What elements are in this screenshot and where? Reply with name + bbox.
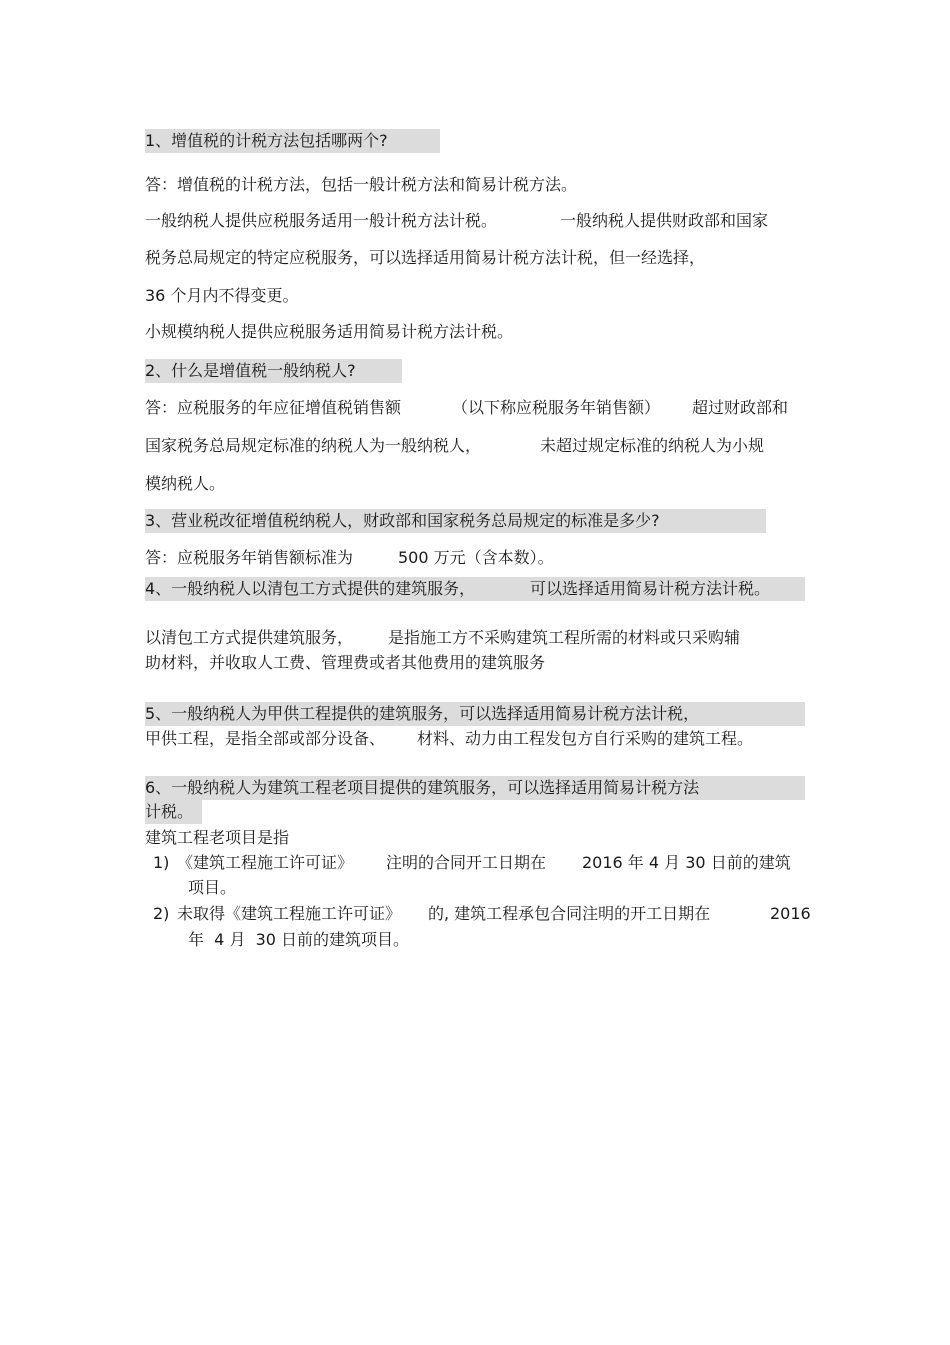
answer-2-line-1b: （以下称应税服务年销售额） bbox=[452, 398, 661, 417]
list-item-1-b: 注明的合同开工日期在 bbox=[386, 853, 547, 872]
question-4-title: 4、一般纳税人以清包工方式提供的建筑服务， 可以选择适用简易计税方法计税。 bbox=[145, 577, 805, 601]
question-2-title: 2、什么是增值税一般纳税人? bbox=[145, 359, 402, 383]
question-6-title-line-1: 6、一般纳税人为建筑工程老项目提供的建筑服务，可以选择适用简易计税方法 bbox=[145, 776, 805, 800]
answer-2-line-2b: 未超过规定标准的纳税人为小规 bbox=[540, 436, 765, 455]
list-item-2-b: 的, 建筑工程承包合同注明的开工日期在 bbox=[428, 904, 711, 923]
answer-3b: 500 万元（含本数）。 bbox=[398, 548, 554, 567]
list-item-1-c: 2016 年 4 月 30 日前的建筑 bbox=[582, 853, 791, 872]
answer-1-para-4: 小规模纳税人提供应税服务适用简易计税方法计税。 bbox=[145, 322, 514, 341]
answer-2-line-3: 模纳税人。 bbox=[145, 474, 226, 493]
list-item-number: 1) bbox=[153, 853, 170, 872]
question-3-title: 3、营业税改征增值税纳税人，财政部和国家税务总局规定的标准是多少? bbox=[145, 509, 766, 533]
answer-6-intro: 建筑工程老项目是指 bbox=[145, 828, 290, 847]
answer-1: 答：增值税的计税方法，包括一般计税方法和简易计税方法。 bbox=[145, 175, 578, 194]
list-item-2-a: 未取得《建筑工程施工许可证》 bbox=[177, 904, 402, 923]
answer-4-line-1b: 是指施工方不采购建筑工程所需的材料或只采购辅 bbox=[388, 628, 741, 647]
answer-2-line-2a: 国家税务总局规定标准的纳税人为一般纳税人， bbox=[145, 436, 482, 455]
question-6-title-line-2: 计税。 bbox=[145, 800, 202, 824]
answer-2-line-1c: 超过财政部和 bbox=[692, 398, 789, 417]
answer-2-line-1a: 答：应税服务的年应征增值税销售额 bbox=[145, 398, 402, 417]
answer-5-line-a: 甲供工程，是指全部或部分设备、 bbox=[145, 729, 386, 748]
list-item-number: 2) bbox=[153, 904, 170, 923]
answer-4-line-2: 助材料，并收取人工费、管理费或者其他费用的建筑服务 bbox=[145, 653, 546, 672]
question-1-title: 1、增值税的计税方法包括哪两个? bbox=[145, 129, 440, 153]
list-item-1-a: 《建筑工程施工许可证》 bbox=[177, 853, 354, 872]
list-item-2-c: 2016 bbox=[770, 904, 811, 923]
answer-1-para-3: 36 个月内不得变更。 bbox=[145, 286, 299, 305]
list-item-1-d: 项目。 bbox=[188, 878, 237, 897]
answer-1-para-1b: 一般纳税人提供财政部和国家 bbox=[560, 211, 769, 230]
answer-4-line-1a: 以清包工方式提供建筑服务， bbox=[145, 628, 354, 647]
answer-1-para-2: 税务总局规定的特定应税服务，可以选择适用简易计税方法计税，但一经选择， bbox=[145, 248, 706, 267]
answer-3a: 答：应税服务年销售额标准为 bbox=[145, 548, 354, 567]
answer-1-para-1a: 一般纳税人提供应税服务适用一般计税方法计税。 bbox=[145, 211, 498, 230]
question-5-title: 5、一般纳税人为甲供工程提供的建筑服务，可以选择适用简易计税方法计税， bbox=[145, 702, 805, 726]
answer-5-line-b: 材料、动力由工程发包方自行采购的建筑工程。 bbox=[417, 729, 754, 748]
list-item-2-d: 年 4 月 30 日前的建筑项目。 bbox=[188, 930, 410, 949]
